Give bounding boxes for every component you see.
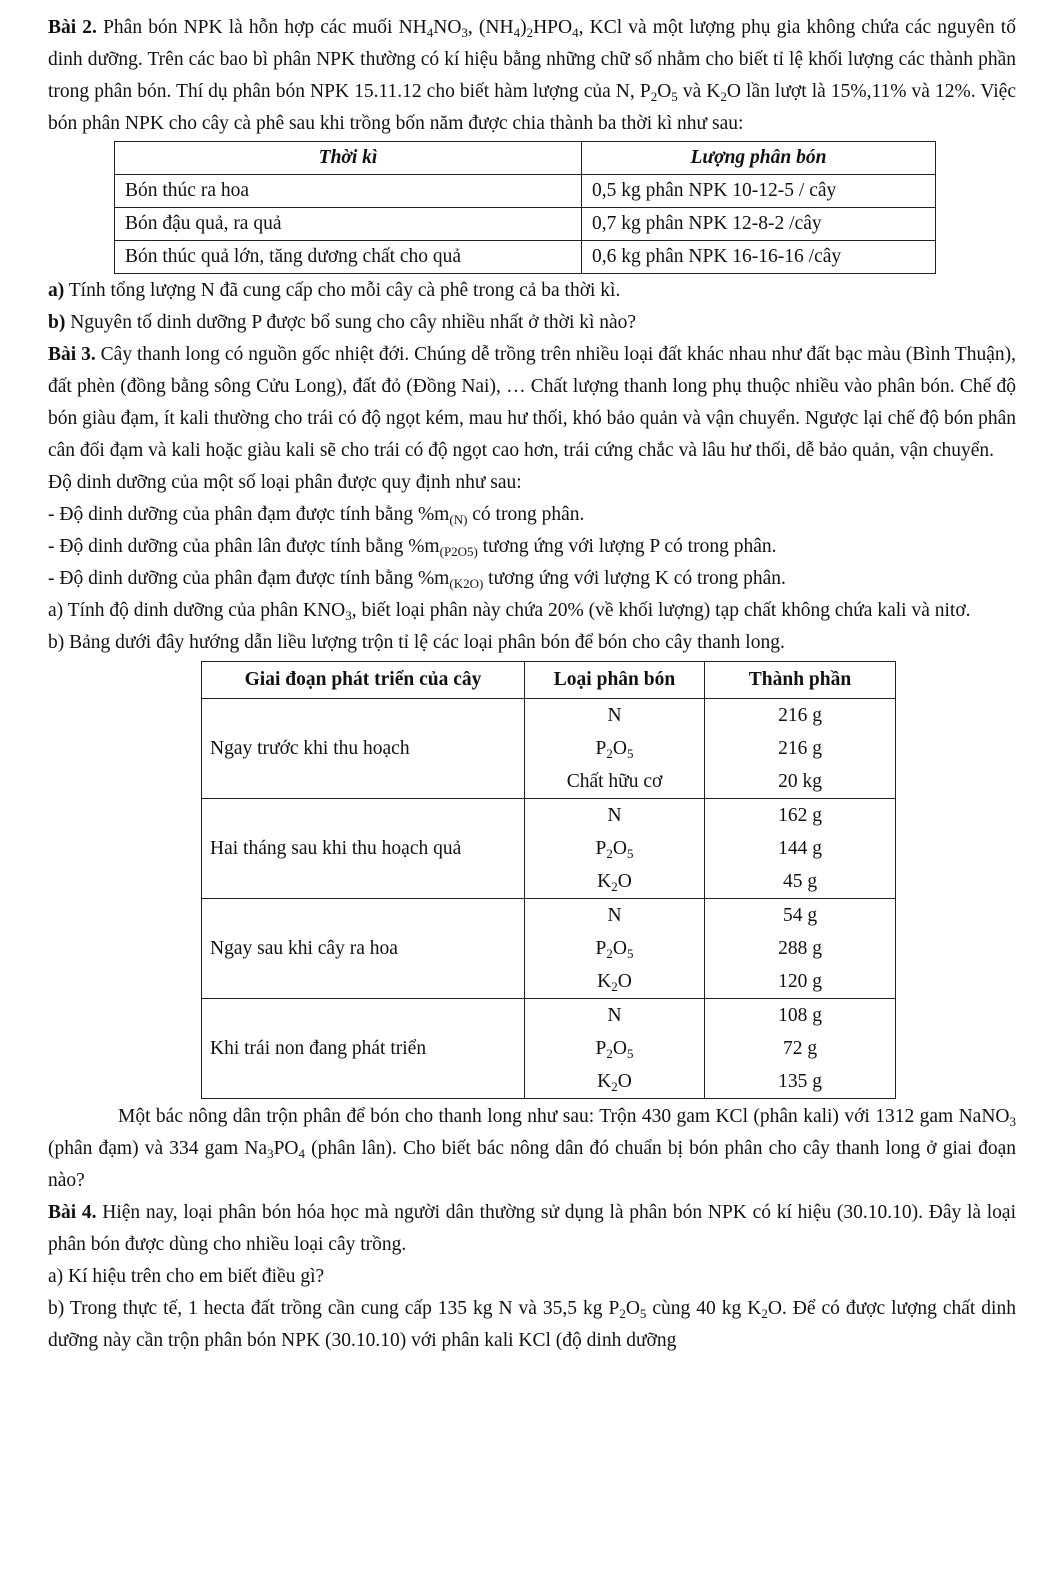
document-page [48,12,1016,1357]
stage-cell: Ngay sau khi cây ra hoa [202,899,525,999]
table-header: Loại phân bón [525,662,705,699]
table-row [202,899,896,999]
table-header: Thời kì [115,142,582,175]
bai2-fertilizer-table [114,141,936,274]
table-header-row [115,142,936,175]
fertilizer-type: $K_2O$ [597,971,632,994]
amount-cell [705,899,896,999]
table-cell: Bón thúc quả lớn, tăng dương chất cho quả [115,241,582,274]
bai2-label: Bài 2. [48,17,97,38]
amount-value: 54 g [782,905,818,926]
bai3-question-a: a) Tính độ dinh dưỡng của phân $KNO_3$, biết loại phân này chứa 20% (về khối lượng) tạp chất không chứa kali và nitơ. [48,600,971,623]
bai2-intro: Bài 2. Phân bón NPK là hỗn hợp các muối $NH_4NO_3$, $(NH_4)_2HPO_4$, KCl và một lượng phụ gia không chứa các nguyên tố dinh dưỡng. Trên các bao bì phân NPK thường có kí hiệu bằng những chữ số nhằm cho biết tỉ lệ khối lượng các thành phần trong phân bón. Thí dụ phân bón NPK 15.11.12 cho biết hàm lượng của N, $P_2O_5$ và $K_2O$ lần lượt là 15%,11% và 12%. Việc bón phân NPK cho cây cà phê sau khi trồng bốn năm được chia thành ba thời kì như sau: [48,17,1016,134]
amount-value: 216 g [778,705,822,726]
fertilizer-type: $P_2O_5$ [595,738,634,761]
table-header-row [202,662,896,699]
amount-value: 108 g [778,1005,822,1026]
table-cell: Bón đậu quả, ra quả [115,208,582,241]
table-row [115,241,936,274]
type-cell [525,899,705,999]
stage-cell: Hai tháng sau khi thu hoạch quả [202,799,525,899]
table-header: Lượng phân bón [582,142,936,175]
bai4-label: Bài 4. [48,1202,97,1223]
bai2-question-b: b) Nguyên tố dinh dưỡng P được bổ sung cho cây nhiều nhất ở thời kì nào? [48,312,637,333]
bai3-dosage-table [201,661,896,1099]
type-cell [525,799,705,899]
amount-value: 144 g [778,838,822,859]
amount-value: 72 g [782,1038,818,1059]
amount-value: 20 kg [778,771,822,792]
fertilizer-type: N [607,1005,622,1026]
fertilizer-type: N [607,805,622,826]
fertilizer-type: N [607,905,622,926]
fertilizer-type: N [607,705,622,726]
bai3-farmer-question: Một bác nông dân trộn phân để bón cho thanh long như sau: Trộn 430 gam KCl (phân kali) với 1312 gam NaNO$_3$ (phân đạm) và 334 gam $Na_3PO_4$ (phân lân). Cho biết bác nông dân đó chuẩn bị bón phân cho cây thanh long ở giai đoạn nào? [48,1106,1016,1191]
fertilizer-type: $P_2O_5$ [595,1038,634,1061]
fertilizer-type: Chất hữu cơ [566,771,663,792]
bai3-intro: Bài 3. Cây thanh long có nguồn gốc nhiệt đới. Chúng dễ trồng trên nhiều loại đất khác nhau như đất bạc màu (Bình Thuận), đất phèn (đồng bằng sông Cửu Long), đất đỏ (Đồng Nai), … Chất lượng thanh long phụ thuộc nhiều vào phân bón. Chế độ bón giàu đạm, ít kali thường cho trái có độ ngọt kém, mau hư thối, khó bảo quản và vận chuyển. Ngược lại chế độ bón phân cân đối đạm và kali hoặc giàu kali sẽ cho trái có độ ngọt cao hơn, trái cứng chắc và lâu hư thối, dễ bảo quản, vận chuyển. [48,344,1016,461]
table-header: Thành phần [705,662,896,699]
amount-value: 135 g [778,1071,822,1092]
bai4-question-b: b) Trong thực tế, 1 hecta đất trồng cần cung cấp 135 kg N và 35,5 kg $P_2O_5$ cùng 40 kg $K_2O$. Để có được lượng chất dinh dưỡng này cần trộn phân bón NPK (30.10.10) với phân kali KCl (độ dinh dưỡng [48,1298,1016,1351]
table-row [202,999,896,1099]
amount-value: 216 g [778,738,822,759]
table-cell: Bón thúc ra hoa [115,175,582,208]
amount-value: 45 g [782,871,818,892]
amount-cell [705,799,896,899]
bai3-rule-potassium: - Độ dinh dưỡng của phân đạm được tính bằng $\%m_{(K2O)}$ tương ứng với lượng K có trong phân. [48,568,786,591]
amount-value: 162 g [778,805,822,826]
table-cell: 0,5 kg phân NPK 10-12-5 / cây [582,175,936,208]
type-cell [525,999,705,1099]
table-row [202,799,896,899]
fertilizer-type: $P_2O_5$ [595,838,634,861]
fertilizer-type: $P_2O_5$ [595,938,634,961]
fertilizer-type: $K_2O$ [597,871,632,894]
amount-value: 288 g [778,938,822,959]
bai3-rule-nitrogen: - Độ dinh dưỡng của phân đạm được tính bằng $\%m_{(N)}$ có trong phân. [48,504,585,527]
bai3-label: Bài 3. [48,344,96,365]
table-header: Giai đoạn phát triển của cây [202,662,525,699]
bai3-rule-intro: Độ dinh dưỡng của một số loại phân được quy định như sau: [48,472,522,493]
type-cell [525,699,705,799]
stage-cell: Ngay trước khi thu hoạch [202,699,525,799]
bai3-rule-phosphorus: - Độ dinh dưỡng của phân lân được tính bằng $\%m_{(P2O5)}$ tương ứng với lượng P có trong phân. [48,536,777,559]
table-row [202,699,896,799]
amount-cell [705,699,896,799]
bai2-question-a: a) Tính tổng lượng N đã cung cấp cho mỗi cây cà phê trong cả ba thời kì. [48,280,621,301]
table-row [115,175,936,208]
bai3-question-b: b) Bảng dưới đây hướng dẫn liều lượng trộn tỉ lệ các loại phân bón để bón cho cây thanh long. [48,632,785,653]
amount-cell [705,999,896,1099]
table-row [115,208,936,241]
fertilizer-type: $K_2O$ [597,1071,632,1094]
table-cell: 0,7 kg phân NPK 12-8-2 /cây [582,208,936,241]
bai4-question-a: a) Kí hiệu trên cho em biết điều gì? [48,1266,325,1287]
table-cell: 0,6 kg phân NPK 16-16-16 /cây [582,241,936,274]
stage-cell: Khi trái non đang phát triển [202,999,525,1099]
amount-value: 120 g [778,971,822,992]
bai4-intro: Bài 4. Hiện nay, loại phân bón hóa học mà người dân thường sử dụng là phân bón NPK có kí hiệu (30.10.10). Đây là loại phân bón được dùng cho nhiều loại cây trồng. [48,1202,1016,1255]
